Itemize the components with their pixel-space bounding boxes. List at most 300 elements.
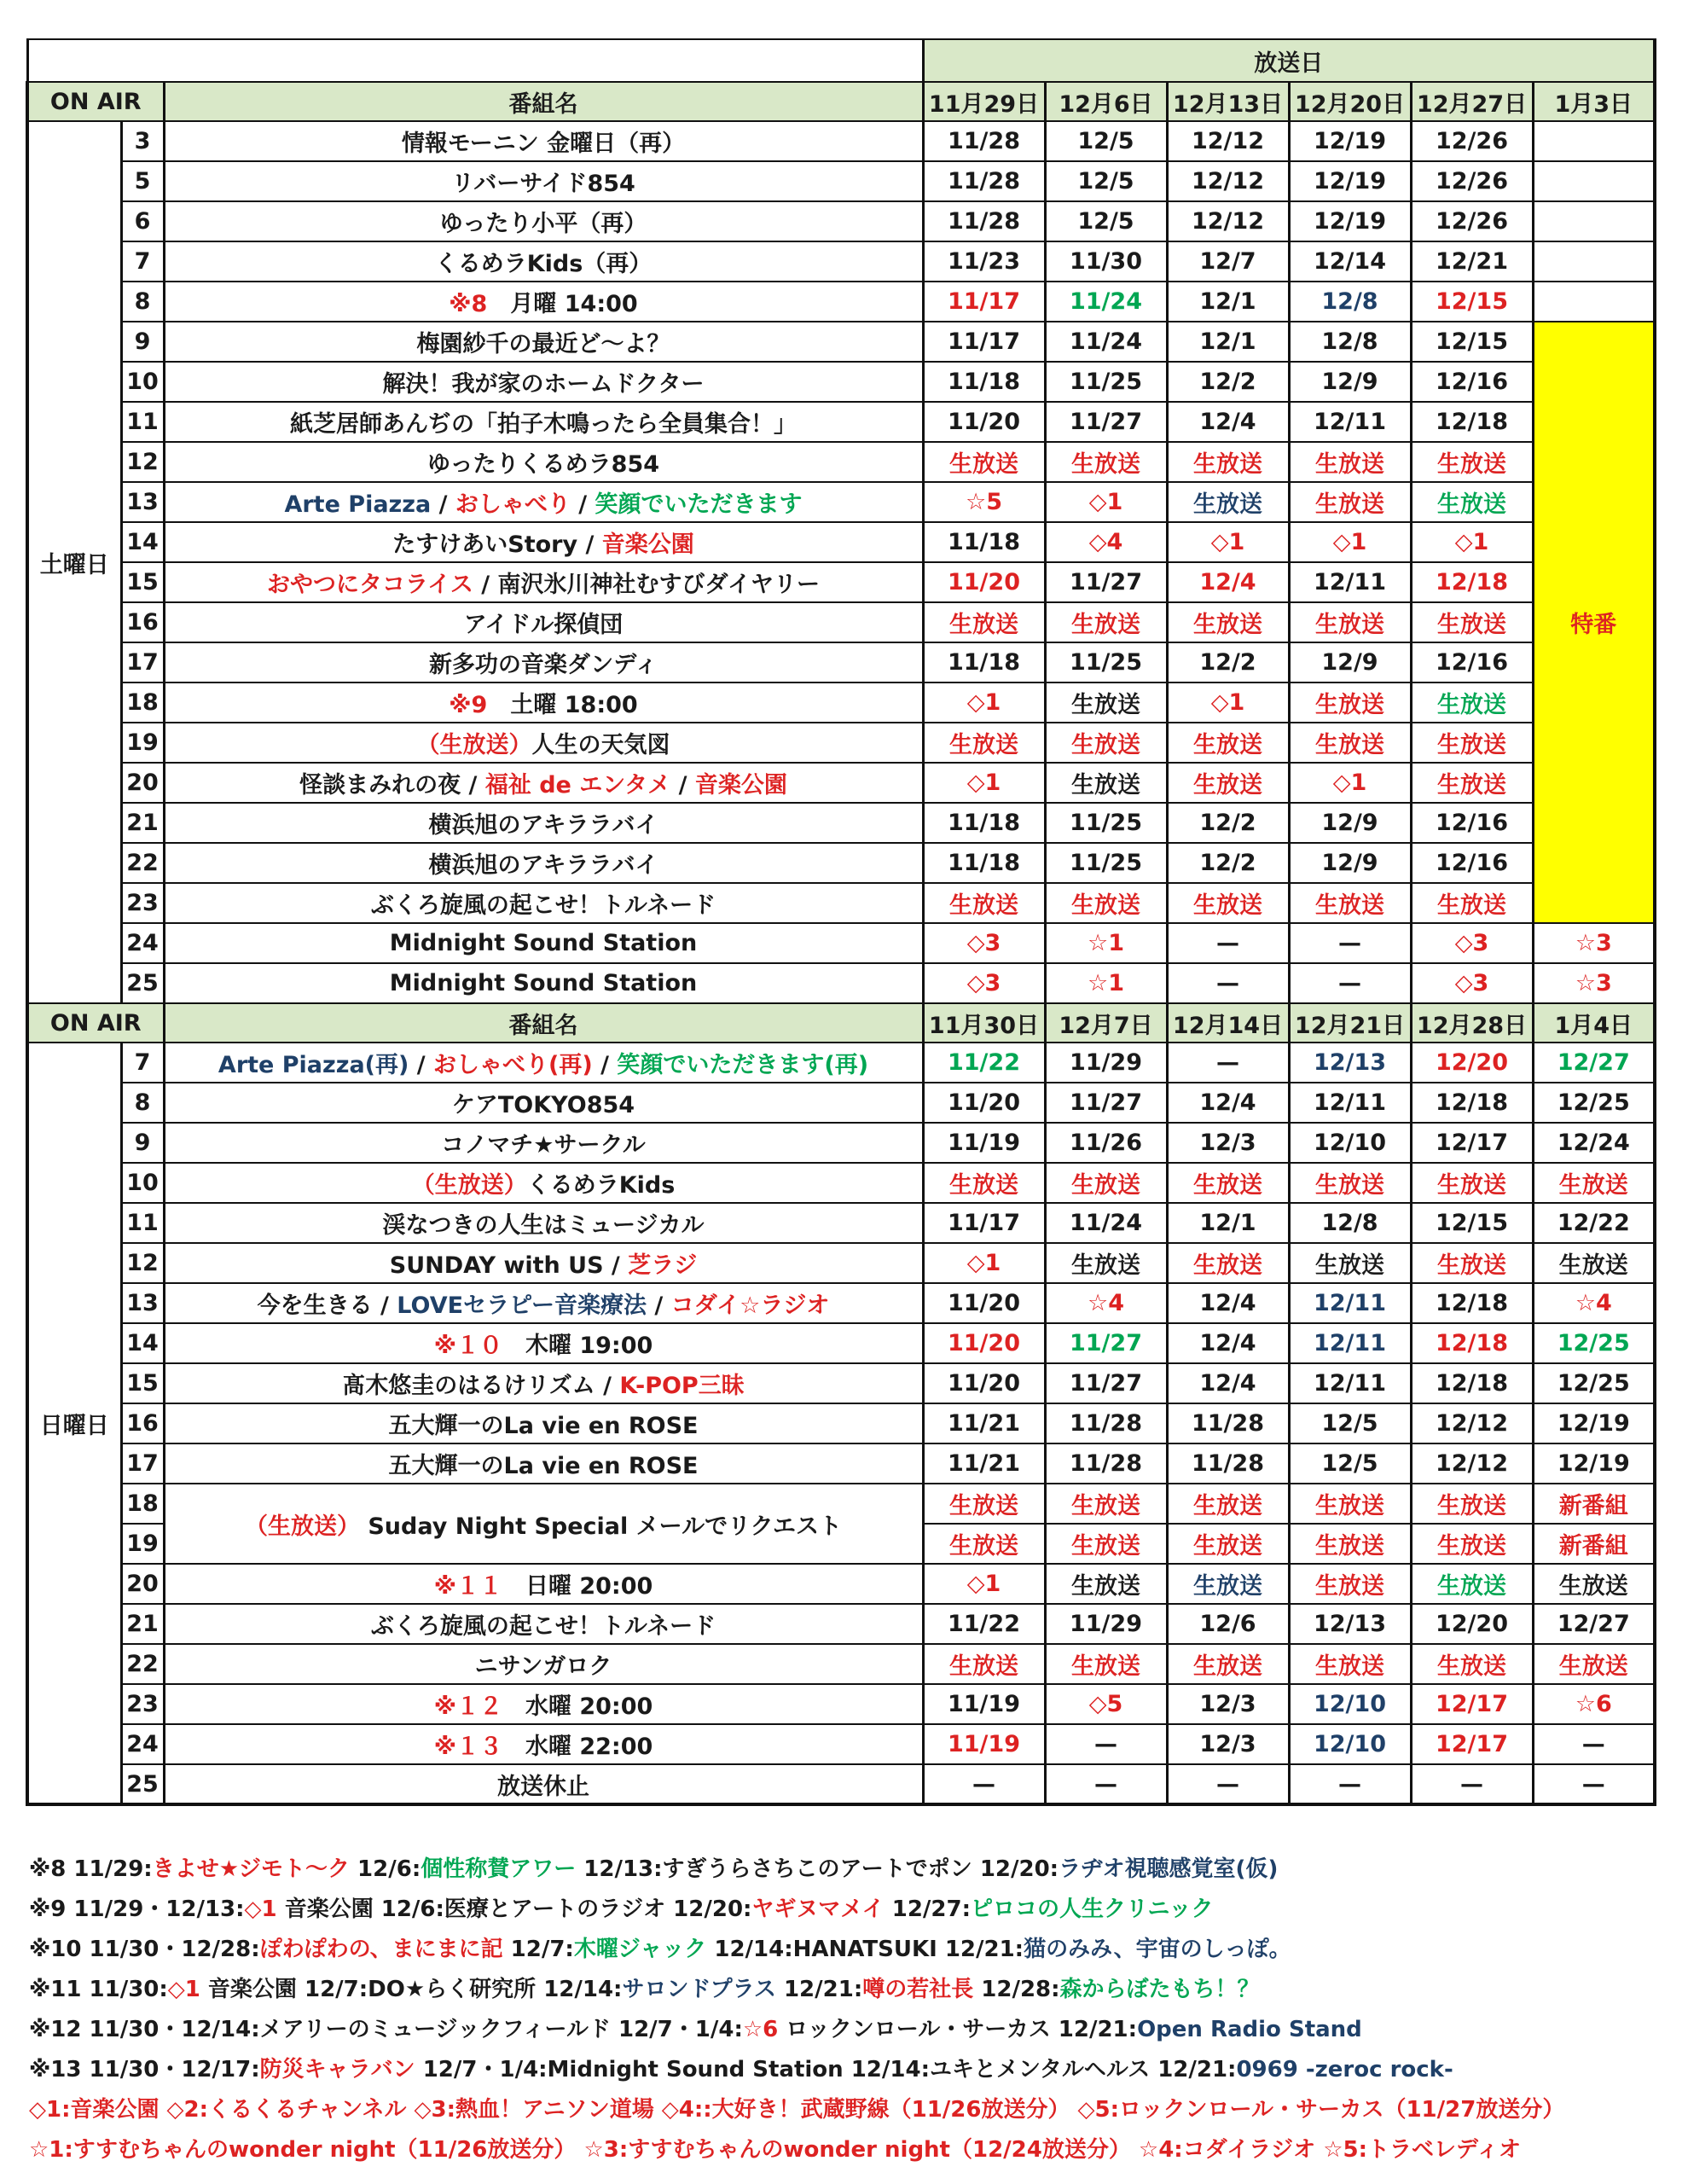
text-segment: — — [1216, 1770, 1239, 1798]
text-segment: 11/27 — [1069, 1330, 1142, 1356]
text-segment: 12/19 — [1557, 1410, 1630, 1437]
text-segment: 12/19 — [1313, 128, 1386, 154]
date-value-cell — [1289, 642, 1411, 682]
date-value-cell — [1289, 1363, 1411, 1403]
date-value-cell — [923, 1524, 1045, 1564]
date-value-cell — [1167, 883, 1289, 923]
text-segment: 11/20 — [947, 409, 1020, 435]
text-segment: 怪談まみれの夜 / — [299, 772, 485, 799]
text-segment: 12/2 — [1199, 369, 1256, 395]
text-segment: 生放送 — [1071, 1493, 1140, 1519]
date-value-cell — [1045, 682, 1167, 723]
text-segment: 12/21: — [775, 1977, 863, 2002]
date-value-cell — [1167, 682, 1289, 723]
date-value-cell — [1045, 1644, 1167, 1684]
footnote-line — [29, 2050, 1564, 2090]
date-value-cell — [1533, 1043, 1655, 1083]
date-value-cell — [923, 201, 1045, 241]
text-segment: 12/15 — [1435, 328, 1508, 355]
date-value-cell — [1167, 1644, 1289, 1684]
jan-blank-cell — [1533, 282, 1655, 322]
text-segment: 森からぼたもち！？ — [1059, 1977, 1260, 2002]
date-value-cell — [1045, 1283, 1167, 1323]
date-value-cell — [1167, 322, 1289, 362]
text-segment: ※8 — [449, 291, 488, 317]
date-value-cell — [1411, 1764, 1533, 1804]
date-value-cell — [1533, 1083, 1655, 1123]
text-segment: 12/18 — [1435, 569, 1508, 595]
date-value-cell — [1045, 843, 1167, 883]
program-name — [164, 843, 923, 883]
text-segment: 12/4 — [1199, 409, 1256, 435]
text-segment: 12/11 — [1313, 1089, 1386, 1116]
date-value-cell — [1411, 1524, 1533, 1564]
column-header-row — [27, 1003, 1655, 1043]
header-date: 12月28日 — [1411, 1003, 1533, 1043]
text-segment: 笑顔でいただきます — [595, 491, 803, 518]
text-segment: おしゃべり(再) — [433, 1052, 593, 1078]
text-segment: 11/22 — [947, 1611, 1020, 1637]
program-name — [164, 602, 923, 642]
row-number: 7 — [121, 241, 164, 282]
date-value-cell — [1289, 161, 1411, 201]
program-name — [164, 923, 923, 963]
text-segment: 生放送 — [1315, 1573, 1384, 1600]
schedule-row — [27, 201, 1655, 241]
text-segment: 猫のみみ、宇宙のしっぽ。 — [1024, 1937, 1291, 1962]
date-value-cell — [1045, 883, 1167, 923]
text-segment: 生放送 — [1437, 1493, 1506, 1519]
date-value-cell — [1167, 642, 1289, 682]
date-value-cell — [1533, 1363, 1655, 1403]
header-date: 11月30日 — [923, 1003, 1045, 1043]
text-segment: 11/19 — [947, 1130, 1020, 1156]
footnotes — [29, 1850, 1564, 2170]
jan-blank-cell — [1533, 241, 1655, 282]
text-segment: 12/17 — [1435, 1130, 1508, 1156]
text-segment: 五大輝一のLa vie en ROSE — [388, 1413, 699, 1439]
footnote-line — [29, 2010, 1564, 2050]
date-value-cell — [1289, 322, 1411, 362]
date-value-cell — [923, 1644, 1045, 1684]
date-value-cell — [923, 1123, 1045, 1163]
date-value-cell — [1045, 1243, 1167, 1283]
text-segment: 生放送 — [1315, 451, 1384, 478]
text-segment: 11/28 — [947, 128, 1020, 154]
row-number: 25 — [121, 1764, 164, 1804]
date-value-cell — [923, 923, 1045, 963]
program-name — [164, 1043, 923, 1083]
date-value-cell — [1045, 1724, 1167, 1764]
text-segment: 12/8 — [1321, 1210, 1378, 1236]
date-value-cell — [1289, 1724, 1411, 1764]
date-value-cell — [1167, 402, 1289, 442]
date-value-cell — [1045, 1083, 1167, 1123]
date-value-cell — [1533, 1564, 1655, 1604]
date-value-cell — [1411, 1564, 1533, 1604]
date-value-cell — [1045, 1123, 1167, 1163]
row-number: 13 — [121, 1283, 164, 1323]
date-value-cell — [923, 803, 1045, 843]
text-segment: 11/20 — [947, 569, 1020, 595]
text-segment: 生放送 — [1437, 1533, 1506, 1560]
date-value-cell — [1289, 1443, 1411, 1484]
date-value-cell — [1411, 1163, 1533, 1203]
row-number: 18 — [121, 682, 164, 723]
text-segment: 11/21 — [947, 1450, 1020, 1477]
date-value-cell — [923, 1043, 1045, 1083]
text-segment: / — [670, 772, 695, 799]
schedule-row — [27, 1443, 1655, 1484]
date-value-cell — [1167, 1203, 1289, 1243]
date-value-cell — [923, 482, 1045, 522]
broadcast-day-header: 放送日 — [923, 39, 1655, 82]
text-segment: 生放送 — [1193, 1653, 1262, 1680]
date-value-cell — [1533, 1283, 1655, 1323]
program-name — [164, 1443, 923, 1484]
text-segment: コノマチ★サークル — [441, 1132, 646, 1159]
text-segment: 生放送 — [1193, 491, 1262, 518]
text-segment: 生放送 — [1315, 612, 1384, 638]
date-value-cell — [1411, 1283, 1533, 1323]
date-value-cell — [1289, 362, 1411, 402]
date-value-cell — [1289, 562, 1411, 602]
text-segment: ☆1 — [1088, 930, 1124, 956]
text-segment: 12/4 — [1199, 1290, 1256, 1316]
text-segment: ぶくろ旋風の起こせ！トルネード — [370, 1613, 716, 1640]
date-value-cell — [1289, 1484, 1411, 1524]
schedule-row — [27, 522, 1655, 562]
date-value-cell — [1045, 1764, 1167, 1804]
schedule-row — [27, 883, 1655, 923]
text-segment: ☆5 — [966, 489, 1002, 515]
date-value-cell — [1411, 322, 1533, 362]
date-value-cell — [1045, 522, 1167, 562]
jan-blank-cell — [1533, 161, 1655, 201]
text-segment: くるめラKids — [526, 1172, 676, 1199]
text-segment: 12/4 — [1199, 569, 1256, 595]
jan-blank-cell — [1533, 201, 1655, 241]
date-value-cell — [923, 282, 1045, 322]
program-name — [164, 642, 923, 682]
date-value-cell — [1289, 723, 1411, 763]
date-value-cell — [923, 1403, 1045, 1443]
date-value-cell — [1045, 1163, 1167, 1203]
jan-blank-cell — [1533, 121, 1655, 161]
date-value-cell — [1411, 723, 1533, 763]
date-value-cell — [923, 1243, 1045, 1283]
date-value-cell — [1167, 1363, 1289, 1403]
date-value-cell — [1045, 442, 1167, 482]
date-value-cell — [1167, 201, 1289, 241]
text-segment: ラヂオ視聴感覚室(仮) — [1059, 1856, 1279, 1882]
date-value-cell — [923, 883, 1045, 923]
program-name — [164, 1403, 923, 1443]
row-number: 13 — [121, 482, 164, 522]
date-value-cell — [923, 1604, 1045, 1644]
text-segment: 12/12 — [1435, 1450, 1508, 1477]
text-segment: ◇1 — [966, 1250, 1001, 1276]
schedule-row — [27, 1203, 1655, 1243]
text-segment: 12/11 — [1313, 1330, 1386, 1356]
schedule-row — [27, 1163, 1655, 1203]
header-date: 12月20日 — [1289, 82, 1411, 121]
text-segment: 12/26 — [1435, 168, 1508, 195]
date-value-cell — [1411, 241, 1533, 282]
text-segment: ※13 11/30・12/17: — [29, 2057, 260, 2082]
text-segment: / — [570, 491, 595, 518]
text-segment: ※9 — [449, 692, 488, 718]
text-segment: 生放送 — [1071, 892, 1140, 919]
text-segment: 11/20 — [947, 1089, 1020, 1116]
schedule-row — [27, 362, 1655, 402]
schedule-row — [27, 1323, 1655, 1363]
date-value-cell — [1289, 1123, 1411, 1163]
text-segment: 生放送 — [1437, 1252, 1506, 1279]
date-value-cell — [1167, 1443, 1289, 1484]
text-segment: 生放送 — [1315, 1172, 1384, 1199]
program-name — [164, 1083, 923, 1123]
text-segment: ☆3 — [1575, 930, 1612, 956]
text-segment: 生放送 — [949, 1533, 1018, 1560]
text-segment: 12/1 — [1199, 328, 1256, 355]
date-value-cell — [1289, 121, 1411, 161]
header-date: 1月3日 — [1533, 82, 1655, 121]
text-segment: 12/5 — [1321, 1450, 1378, 1477]
date-value-cell — [1411, 482, 1533, 522]
date-value-cell — [1411, 201, 1533, 241]
date-value-cell — [1289, 201, 1411, 241]
text-segment: 11/23 — [947, 248, 1020, 275]
text-segment: / 南沢氷川神社むすびダイヤリー — [473, 572, 821, 598]
date-value-cell — [1045, 362, 1167, 402]
schedule-row — [27, 1644, 1655, 1684]
text-segment: 11/18 — [947, 850, 1020, 876]
text-segment: SUNDAY with US / — [389, 1252, 629, 1279]
date-value-cell — [1289, 763, 1411, 803]
text-segment: サロンドプラス — [622, 1977, 776, 2002]
date-value-cell — [1411, 602, 1533, 642]
header-date: 12月14日 — [1167, 1003, 1289, 1043]
row-number: 6 — [121, 201, 164, 241]
date-value-cell — [1411, 1323, 1533, 1363]
date-value-cell — [1167, 562, 1289, 602]
date-value-cell — [1289, 1163, 1411, 1203]
footnote-line — [29, 2090, 1564, 2130]
text-segment: 12/1 — [1199, 288, 1256, 315]
special-program-cell: 特番 — [1533, 322, 1655, 923]
schedule-table — [26, 38, 1656, 1806]
program-name — [164, 121, 923, 161]
text-segment: 11/29 — [1069, 1049, 1142, 1076]
text-segment: 12/26 — [1435, 208, 1508, 235]
date-value-cell — [1289, 241, 1411, 282]
date-value-cell — [1411, 1243, 1533, 1283]
text-segment: 生放送 — [1193, 1533, 1262, 1560]
text-segment: 11/27 — [1069, 1089, 1142, 1116]
text-segment: ※9 11/29・12/13: — [29, 1896, 245, 1922]
date-value-cell — [1411, 522, 1533, 562]
date-value-cell — [1045, 562, 1167, 602]
date-value-cell — [923, 1484, 1045, 1524]
date-value-cell — [1167, 1283, 1289, 1323]
date-value-cell — [1289, 1644, 1411, 1684]
date-value-cell — [1289, 843, 1411, 883]
text-segment: Arte Piazza — [284, 491, 432, 518]
program-name — [164, 883, 923, 923]
date-value-cell — [923, 1323, 1045, 1363]
date-value-cell — [1045, 482, 1167, 522]
date-value-cell — [923, 1203, 1045, 1243]
date-value-cell — [1045, 282, 1167, 322]
date-value-cell — [1289, 402, 1411, 442]
date-value-cell — [1289, 1764, 1411, 1804]
program-name — [164, 1684, 923, 1724]
row-number: 24 — [121, 1724, 164, 1764]
schedule-row — [27, 602, 1655, 642]
text-segment: 12/9 — [1321, 369, 1378, 395]
date-value-cell — [1411, 1123, 1533, 1163]
text-segment: ◇1 — [1088, 489, 1123, 515]
date-value-cell — [1167, 843, 1289, 883]
text-segment: 12/18 — [1435, 1089, 1508, 1116]
text-segment: 12/8 — [1321, 288, 1378, 315]
date-value-cell — [1045, 642, 1167, 682]
text-segment: 11/18 — [947, 810, 1020, 836]
text-segment: Suday Night Special メールでリクエスト — [359, 1513, 843, 1540]
text-segment: ※１０ — [433, 1333, 502, 1359]
date-value-cell — [1167, 1764, 1289, 1804]
text-segment: 12/13 — [1313, 1611, 1386, 1637]
text-segment: 11/17 — [947, 1210, 1020, 1236]
text-segment: （生放送） — [411, 1172, 527, 1199]
text-segment: 12/4 — [1199, 1089, 1256, 1116]
date-value-cell — [923, 1283, 1045, 1323]
date-value-cell — [1289, 602, 1411, 642]
text-segment: ぽわぽわの、まにまに記 — [259, 1937, 503, 1962]
date-value-cell — [923, 602, 1045, 642]
date-value-cell — [923, 241, 1045, 282]
row-number: 16 — [121, 1403, 164, 1443]
date-value-cell — [1045, 1524, 1167, 1564]
text-segment: 生放送 — [949, 451, 1018, 478]
text-segment: 木曜 19:00 — [502, 1333, 653, 1359]
date-value-cell — [923, 562, 1045, 602]
schedule-row — [27, 322, 1655, 362]
schedule-row — [27, 1243, 1655, 1283]
text-segment: 土曜 18:00 — [487, 692, 638, 718]
text-segment: ※11 11/30: — [29, 1977, 168, 2002]
text-segment: — — [1581, 1770, 1605, 1798]
date-value-cell — [1045, 1484, 1167, 1524]
date-value-cell — [1289, 1243, 1411, 1283]
date-value-cell — [1045, 1363, 1167, 1403]
date-value-cell — [923, 843, 1045, 883]
date-value-cell — [1045, 803, 1167, 843]
row-number: 11 — [121, 1203, 164, 1243]
program-name — [164, 723, 923, 763]
program-name — [164, 1644, 923, 1684]
text-segment: 12/18 — [1435, 1330, 1508, 1356]
row-number: 23 — [121, 883, 164, 923]
text-segment: 12/5 — [1321, 1410, 1378, 1437]
day-label-cell: 日曜日 — [27, 1043, 121, 1804]
text-segment: （生放送） — [416, 732, 532, 758]
program-name — [164, 322, 923, 362]
text-segment: 12/12 — [1435, 1410, 1508, 1437]
schedule-row — [27, 1764, 1655, 1804]
text-segment: 生放送 — [949, 1493, 1018, 1519]
text-segment: 12/27: — [884, 1896, 971, 1922]
date-value-cell — [1289, 1564, 1411, 1604]
text-segment: 解決！我が家のホームドクター — [382, 371, 705, 398]
text-segment: 12/12 — [1191, 128, 1264, 154]
row-number: 24 — [121, 923, 164, 963]
text-segment: たすけあいStory / — [392, 531, 602, 558]
text-segment: 12/11 — [1313, 409, 1386, 435]
program-name — [164, 963, 923, 1003]
text-segment: ☆1:すすむちゃんのwonder night（11/26放送分） ☆3:すすむちゃんのwonder night（12/24放送分） ☆4:コダイラジオ ☆5:トラベレディオ — [29, 2137, 1521, 2163]
text-segment: — — [1460, 1770, 1483, 1798]
date-value-cell — [1411, 1363, 1533, 1403]
text-segment: 12/10 — [1313, 1731, 1386, 1757]
date-value-cell — [1045, 241, 1167, 282]
date-value-cell — [1045, 1323, 1167, 1363]
text-segment: ◇1 — [966, 1571, 1001, 1597]
row-number: 17 — [121, 1443, 164, 1484]
program-name — [164, 282, 923, 322]
text-segment: 11/17 — [947, 328, 1020, 355]
date-value-cell — [1289, 1323, 1411, 1363]
date-value-cell — [1167, 1524, 1289, 1564]
text-segment: 新番組 — [1558, 1533, 1628, 1560]
date-value-cell — [923, 1363, 1045, 1403]
text-segment: 12/5 — [1077, 168, 1134, 195]
text-segment: 12/7 — [1199, 248, 1256, 275]
text-segment: 12/8 — [1321, 328, 1378, 355]
text-segment: 生放送 — [1437, 612, 1506, 638]
schedule-row — [27, 1123, 1655, 1163]
program-name — [164, 1163, 923, 1203]
date-value-cell — [1411, 282, 1533, 322]
date-value-cell — [1411, 1604, 1533, 1644]
date-value-cell — [1411, 763, 1533, 803]
row-number: 9 — [121, 1123, 164, 1163]
text-segment: 生放送 — [1193, 451, 1262, 478]
text-segment: 12/9 — [1321, 649, 1378, 676]
date-value-cell — [1411, 1484, 1533, 1524]
text-segment: 11/27 — [1069, 1370, 1142, 1397]
date-value-cell — [1411, 1443, 1533, 1484]
row-number: 21 — [121, 1604, 164, 1644]
text-segment: 11/29 — [1069, 1611, 1142, 1637]
text-segment: Midnight Sound Station — [389, 970, 698, 996]
date-value-cell — [1045, 322, 1167, 362]
date-value-cell — [1289, 1083, 1411, 1123]
text-segment: 11/25 — [1069, 649, 1142, 676]
date-value-cell — [1167, 1484, 1289, 1524]
date-value-cell — [1045, 1684, 1167, 1724]
text-segment: 12/27 — [1557, 1611, 1630, 1637]
date-value-cell — [1167, 1323, 1289, 1363]
text-segment: 12/1 — [1199, 1210, 1256, 1236]
text-segment: 横浜旭のアキララバイ — [428, 852, 658, 879]
text-segment: 12/24 — [1557, 1130, 1630, 1156]
date-value-cell — [1167, 442, 1289, 482]
text-segment: ニサンガロク — [474, 1653, 612, 1680]
date-value-cell — [1167, 1724, 1289, 1764]
schedule-row — [27, 442, 1655, 482]
